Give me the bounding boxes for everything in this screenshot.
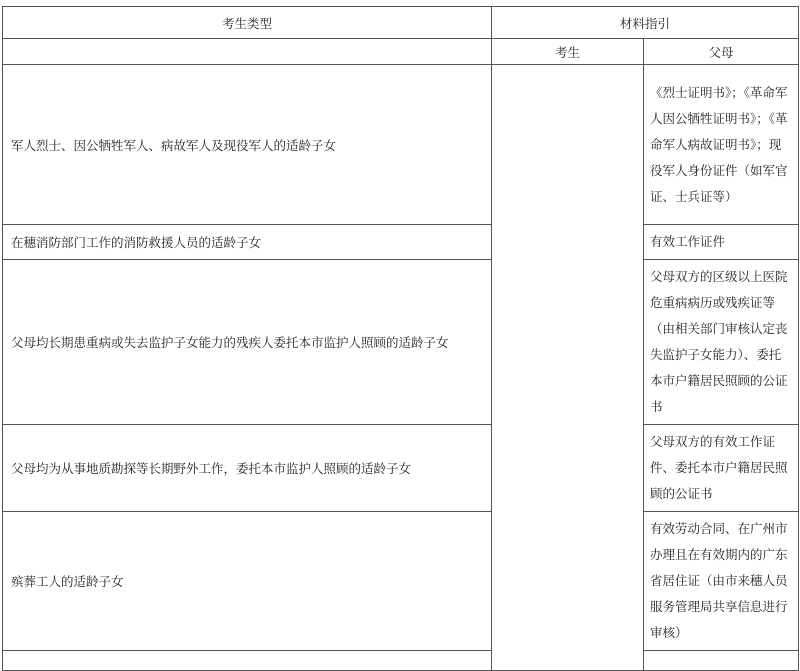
row-type: 父母均长期患重病或失去监护子女能力的残疾人委托本市监护人照顾的适龄子女 — [3, 260, 492, 425]
row-parents: 有效工作证件 — [644, 225, 799, 260]
table-row — [3, 425, 799, 512]
header-student-type: 考生类型 — [3, 7, 492, 39]
table-row — [3, 651, 799, 671]
table-row — [3, 225, 799, 260]
table-row — [3, 512, 799, 651]
row-parents: 父母双方的有效工作证件、委托本市户籍居民照顾的公证书 — [644, 425, 799, 512]
row-parents: 有效劳动合同、在广州市办理且在有效期内的广东省居住证（由市来穗人员服务管理局共享信息进行审核） — [644, 512, 799, 651]
row-parents: 父母双方的区级以上医院危重病病历或残疾证等（由相关部门审核认定丧失监护子女能力）、委托本市户籍居民照顾的公证书 — [644, 260, 799, 425]
row-parents: 《烈士证明书》；《革命军人因公牺牲证明书》；《革命军人病故证明书》；现役军人身份证件（如军官证、士兵证等） — [644, 65, 799, 225]
table-row — [3, 65, 799, 225]
subheader-row — [3, 39, 799, 65]
header-materials: 材料指引 — [492, 7, 799, 39]
row-type: 父母均为从事地质勘探等长期野外工作，委托本市监护人照顾的适龄子女 — [3, 425, 492, 512]
subheader-student: 考生 — [492, 39, 644, 65]
subheader-parents: 父母 — [644, 39, 799, 65]
materials-table — [2, 6, 799, 671]
table-row — [3, 260, 799, 425]
row-type: 军人烈士、因公牺牲军人、病故军人及现役军人的适龄子女 — [3, 65, 492, 225]
row-parents — [644, 651, 799, 671]
row-type — [3, 651, 492, 671]
row-type: 在穗消防部门工作的消防救援人员的适龄子女 — [3, 225, 492, 260]
subheader-blank — [3, 39, 492, 65]
header-row — [3, 7, 799, 39]
row-type: 殡葬工人的适龄子女 — [3, 512, 492, 651]
student-materials-cell — [492, 65, 644, 671]
